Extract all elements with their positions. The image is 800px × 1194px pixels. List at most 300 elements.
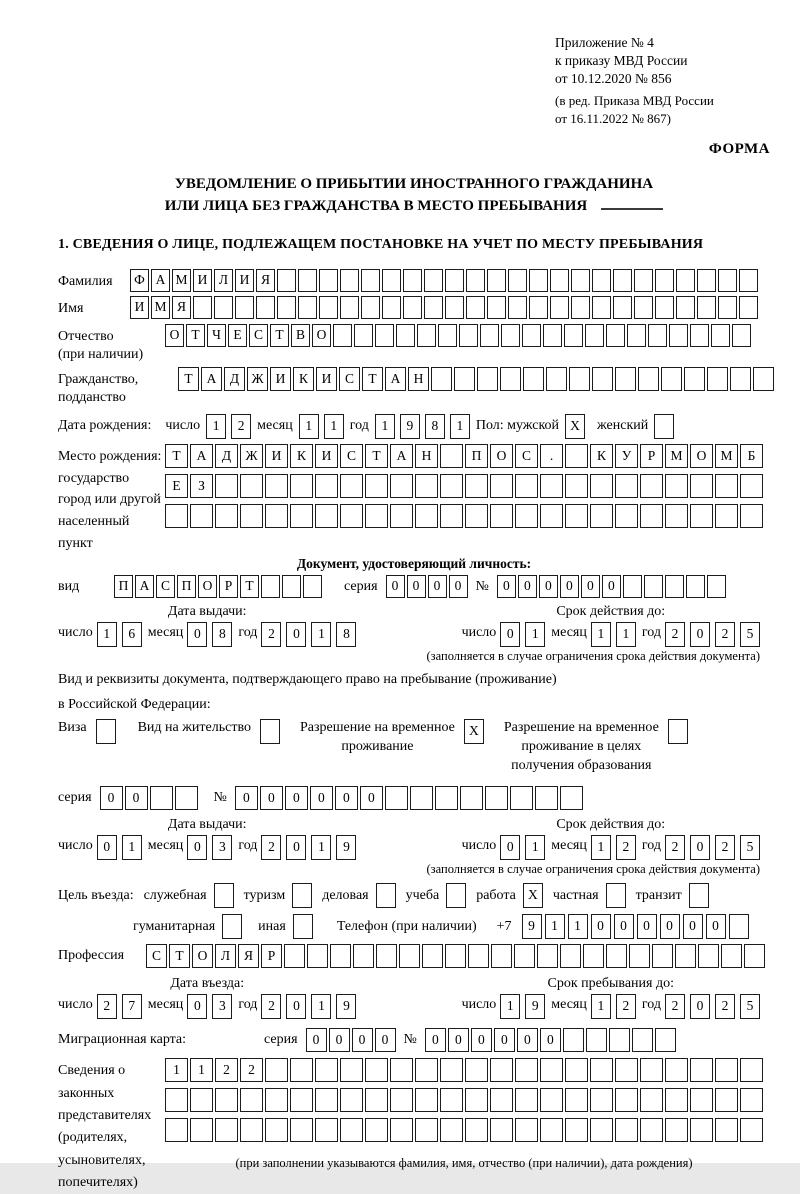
cell[interactable] [665,1088,688,1112]
cell[interactable] [501,324,520,347]
cell[interactable] [540,474,563,498]
cell[interactable]: Т [240,575,259,598]
cell[interactable]: 0 [360,786,383,810]
cell[interactable] [571,296,590,319]
cell[interactable]: Е [228,324,247,347]
cell[interactable]: И [193,269,212,292]
cell[interactable]: 0 [449,575,468,598]
cell[interactable]: У [615,444,638,468]
cell[interactable]: П [177,575,196,598]
cell[interactable] [290,1088,313,1112]
cell[interactable] [592,367,613,391]
cell[interactable]: А [385,367,406,391]
cell[interactable] [609,1028,630,1052]
cell[interactable] [165,504,188,528]
cell[interactable]: П [114,575,133,598]
visa-checkbox[interactable] [96,719,116,744]
cell[interactable]: 0 [386,575,405,598]
cell[interactable]: 1 [375,414,395,439]
cell[interactable] [515,1118,538,1142]
cell[interactable] [440,1058,463,1082]
cell[interactable] [715,1058,738,1082]
cell[interactable] [491,944,512,968]
cell[interactable] [438,324,457,347]
cell[interactable] [718,296,737,319]
cell[interactable] [265,1118,288,1142]
cell[interactable] [240,1088,263,1112]
cell[interactable] [165,1088,188,1112]
cell[interactable] [390,474,413,498]
cell[interactable] [190,504,213,528]
cell[interactable]: 1 [591,835,611,860]
cell[interactable] [740,1058,763,1082]
cell[interactable]: 2 [665,994,685,1019]
cell[interactable] [382,269,401,292]
cell[interactable] [365,1088,388,1112]
cell[interactable] [606,324,625,347]
cell[interactable] [340,1058,363,1082]
cell[interactable] [613,296,632,319]
cell[interactable]: 0 [637,914,657,939]
cell[interactable] [315,1088,338,1112]
cell[interactable] [697,269,716,292]
cell[interactable] [640,1088,663,1112]
cell[interactable] [485,786,508,810]
cell[interactable] [361,296,380,319]
cell[interactable]: 0 [591,914,611,939]
cell[interactable] [676,296,695,319]
cell[interactable]: 0 [494,1028,515,1052]
cell[interactable]: 0 [425,1028,446,1052]
cell[interactable]: 8 [425,414,445,439]
cell[interactable]: С [156,575,175,598]
cell[interactable] [240,474,263,498]
cell[interactable] [215,1118,238,1142]
cell[interactable] [235,296,254,319]
cell[interactable] [592,269,611,292]
cell[interactable] [655,296,674,319]
cell[interactable] [529,296,548,319]
cell[interactable] [465,1118,488,1142]
cell[interactable] [615,504,638,528]
cell[interactable] [415,1118,438,1142]
cell[interactable]: 9 [336,994,356,1019]
cell[interactable] [282,575,301,598]
cell[interactable]: В [291,324,310,347]
cell[interactable] [715,1088,738,1112]
cell[interactable]: Р [640,444,663,468]
cell[interactable] [403,296,422,319]
cell[interactable] [424,269,443,292]
cell[interactable] [459,324,478,347]
cell[interactable] [565,444,588,468]
cell[interactable] [215,504,238,528]
cell[interactable]: 2 [215,1058,238,1082]
cell[interactable] [340,296,359,319]
cell[interactable]: И [130,296,149,319]
cell[interactable]: 0 [306,1028,327,1052]
cell[interactable] [655,1028,676,1052]
cell[interactable]: 7 [122,994,142,1019]
cell[interactable]: 1 [525,622,545,647]
cell[interactable] [440,1088,463,1112]
cell[interactable]: С [340,444,363,468]
cell[interactable] [606,944,627,968]
cell[interactable]: 0 [683,914,703,939]
purpose-private-checkbox[interactable] [606,883,626,908]
cell[interactable] [454,367,475,391]
cell[interactable]: Р [261,944,282,968]
cell[interactable] [661,367,682,391]
cell[interactable] [697,296,716,319]
cell[interactable]: Т [365,444,388,468]
cell[interactable] [361,269,380,292]
cell[interactable]: 8 [336,622,356,647]
cell[interactable]: К [293,367,314,391]
cell[interactable] [740,504,763,528]
cell[interactable] [396,324,415,347]
cell[interactable] [585,324,604,347]
cell[interactable]: 2 [231,414,251,439]
cell[interactable] [277,269,296,292]
cell[interactable]: 0 [100,786,123,810]
cell[interactable]: 0 [690,835,710,860]
cell[interactable] [319,269,338,292]
cell[interactable] [277,296,296,319]
cell[interactable] [529,269,548,292]
cell[interactable] [684,367,705,391]
cell[interactable]: И [316,367,337,391]
cell[interactable] [623,575,642,598]
cell[interactable]: 0 [560,575,579,598]
cell[interactable] [665,1118,688,1142]
cell[interactable] [487,296,506,319]
cell[interactable] [490,474,513,498]
cell[interactable]: 9 [400,414,420,439]
cell[interactable]: 0 [407,575,426,598]
cell[interactable]: Ж [240,444,263,468]
cell[interactable] [190,1088,213,1112]
cell[interactable]: 9 [522,914,542,939]
cell[interactable] [240,504,263,528]
cell[interactable] [586,1028,607,1052]
cell[interactable]: Ж [247,367,268,391]
purpose-other-checkbox[interactable] [293,914,313,939]
cell[interactable]: 2 [616,835,636,860]
cell[interactable] [540,1118,563,1142]
cell[interactable]: С [515,444,538,468]
cell[interactable] [440,1118,463,1142]
cell[interactable] [466,296,485,319]
cell[interactable] [640,504,663,528]
residence-permit-checkbox[interactable] [260,719,280,744]
cell[interactable]: 0 [187,994,207,1019]
cell[interactable] [690,1058,713,1082]
cell[interactable] [415,1058,438,1082]
cell[interactable] [515,474,538,498]
cell[interactable]: Я [256,269,275,292]
cell[interactable] [340,474,363,498]
cell[interactable]: 1 [299,414,319,439]
cell[interactable]: 0 [540,1028,561,1052]
cell[interactable] [690,474,713,498]
cell[interactable]: М [151,296,170,319]
cell[interactable] [590,474,613,498]
cell[interactable] [669,324,688,347]
cell[interactable] [718,269,737,292]
cell[interactable] [590,1118,613,1142]
cell[interactable] [415,504,438,528]
cell[interactable] [445,944,466,968]
cell[interactable]: 0 [518,575,537,598]
cell[interactable]: А [201,367,222,391]
cell[interactable] [540,1088,563,1112]
cell[interactable]: 0 [125,786,148,810]
cell[interactable] [340,1088,363,1112]
cell[interactable] [676,269,695,292]
cell[interactable] [522,324,541,347]
cell[interactable] [410,786,433,810]
cell[interactable] [732,324,751,347]
cell[interactable]: И [270,367,291,391]
cell[interactable] [634,296,653,319]
cell[interactable] [290,504,313,528]
cell[interactable]: 0 [329,1028,350,1052]
cell[interactable]: К [290,444,313,468]
cell[interactable] [740,1088,763,1112]
cell[interactable]: 1 [97,622,117,647]
cell[interactable]: З [190,474,213,498]
cell[interactable] [390,1118,413,1142]
cell[interactable]: 1 [568,914,588,939]
cell[interactable] [615,1058,638,1082]
cell[interactable] [490,1088,513,1112]
purpose-study-checkbox[interactable] [446,883,466,908]
cell[interactable]: Р [219,575,238,598]
cell[interactable]: 0 [286,994,306,1019]
cell[interactable] [468,944,489,968]
cell[interactable]: 1 [324,414,344,439]
cell[interactable] [215,474,238,498]
cell[interactable]: 0 [375,1028,396,1052]
cell[interactable] [340,504,363,528]
cell[interactable] [256,296,275,319]
cell[interactable] [690,1088,713,1112]
cell[interactable] [445,269,464,292]
cell[interactable] [515,504,538,528]
cell[interactable]: 5 [740,994,760,1019]
cell[interactable] [560,944,581,968]
cell[interactable] [490,504,513,528]
cell[interactable]: 1 [500,994,520,1019]
cell[interactable]: 0 [500,622,520,647]
cell[interactable] [431,367,452,391]
cell[interactable]: Н [408,367,429,391]
cell[interactable] [290,474,313,498]
cell[interactable] [510,786,533,810]
cell[interactable] [365,1118,388,1142]
cell[interactable] [648,324,667,347]
cell[interactable]: 0 [581,575,600,598]
cell[interactable]: И [315,444,338,468]
cell[interactable] [744,944,765,968]
cell[interactable]: 9 [525,994,545,1019]
cell[interactable]: Т [270,324,289,347]
cell[interactable] [535,786,558,810]
cell[interactable]: 0 [310,786,333,810]
cell[interactable] [500,367,521,391]
cell[interactable]: 1 [122,835,142,860]
cell[interactable]: О [690,444,713,468]
cell[interactable]: А [190,444,213,468]
cell[interactable]: Т [165,444,188,468]
cell[interactable] [715,504,738,528]
cell[interactable]: П [465,444,488,468]
cell[interactable] [665,474,688,498]
cell[interactable] [382,296,401,319]
cell[interactable]: М [172,269,191,292]
cell[interactable] [403,269,422,292]
cell[interactable] [265,504,288,528]
cell[interactable] [686,575,705,598]
cell[interactable]: 6 [122,622,142,647]
cell[interactable] [613,269,632,292]
cell[interactable] [315,1118,338,1142]
purpose-tourism-checkbox[interactable] [292,883,312,908]
cell[interactable]: 0 [285,786,308,810]
cell[interactable]: 3 [212,835,232,860]
purpose-transit-checkbox[interactable] [689,883,709,908]
cell[interactable] [284,944,305,968]
cell[interactable] [365,504,388,528]
cell[interactable]: . [540,444,563,468]
cell[interactable] [150,786,173,810]
cell[interactable] [261,575,280,598]
cell[interactable]: 1 [311,835,331,860]
cell[interactable]: О [192,944,213,968]
cell[interactable] [739,269,758,292]
temp-residence-checkbox[interactable]: X [464,719,484,744]
cell[interactable] [640,1118,663,1142]
cell[interactable] [190,1118,213,1142]
cell[interactable] [390,504,413,528]
cell[interactable] [715,474,738,498]
cell[interactable] [698,944,719,968]
cell[interactable] [690,324,709,347]
cell[interactable] [564,324,583,347]
cell[interactable]: А [390,444,413,468]
cell[interactable] [592,296,611,319]
cell[interactable] [315,474,338,498]
cell[interactable]: Л [214,269,233,292]
cell[interactable] [590,1088,613,1112]
sex-male-checkbox[interactable]: X [565,414,585,439]
cell[interactable] [644,575,663,598]
cell[interactable]: 0 [448,1028,469,1052]
cell[interactable]: О [165,324,184,347]
cell[interactable] [445,296,464,319]
cell[interactable]: 0 [471,1028,492,1052]
cell[interactable] [265,1088,288,1112]
cell[interactable] [390,1088,413,1112]
cell[interactable]: 0 [286,622,306,647]
cell[interactable]: И [235,269,254,292]
cell[interactable]: 2 [616,994,636,1019]
purpose-work-checkbox[interactable]: X [523,883,543,908]
purpose-business-checkbox[interactable] [214,883,234,908]
cell[interactable]: 0 [690,994,710,1019]
cell[interactable]: А [151,269,170,292]
cell[interactable] [298,296,317,319]
cell[interactable] [655,269,674,292]
cell[interactable] [615,474,638,498]
cell[interactable]: Ч [207,324,226,347]
cell[interactable]: 2 [715,835,735,860]
cell[interactable] [340,1118,363,1142]
cell[interactable]: 1 [616,622,636,647]
cell[interactable]: М [665,444,688,468]
cell[interactable] [435,786,458,810]
cell[interactable] [537,944,558,968]
cell[interactable] [690,504,713,528]
cell[interactable] [417,324,436,347]
cell[interactable] [465,504,488,528]
cell[interactable]: 2 [240,1058,263,1082]
cell[interactable]: 1 [311,994,331,1019]
cell[interactable]: 0 [517,1028,538,1052]
cell[interactable]: Т [362,367,383,391]
purpose-humanitarian-checkbox[interactable] [222,914,242,939]
cell[interactable]: Я [238,944,259,968]
cell[interactable]: К [590,444,613,468]
cell[interactable]: 9 [336,835,356,860]
cell[interactable] [298,269,317,292]
cell[interactable]: Я [172,296,191,319]
cell[interactable] [240,1118,263,1142]
cell[interactable] [490,1118,513,1142]
cell[interactable]: 0 [428,575,447,598]
cell[interactable]: Т [169,944,190,968]
cell[interactable]: 1 [450,414,470,439]
cell[interactable] [740,1118,763,1142]
cell[interactable] [415,474,438,498]
cell[interactable] [550,296,569,319]
cell[interactable]: 1 [591,994,611,1019]
cell[interactable] [565,474,588,498]
cell[interactable] [740,474,763,498]
cell[interactable] [565,1088,588,1112]
cell[interactable] [615,1118,638,1142]
cell[interactable] [634,269,653,292]
cell[interactable]: Б [740,444,763,468]
cell[interactable] [307,944,328,968]
cell[interactable] [690,1118,713,1142]
cell[interactable] [632,1028,653,1052]
cell[interactable] [340,269,359,292]
cell[interactable] [265,1058,288,1082]
cell[interactable] [571,269,590,292]
cell[interactable] [665,504,688,528]
cell[interactable] [390,1058,413,1082]
cell[interactable]: 0 [260,786,283,810]
cell[interactable]: 0 [614,914,634,939]
cell[interactable] [424,296,443,319]
cell[interactable] [515,1088,538,1112]
cell[interactable]: 1 [165,1058,188,1082]
cell[interactable]: 2 [261,622,281,647]
cell[interactable]: 0 [690,622,710,647]
cell[interactable]: 0 [187,622,207,647]
